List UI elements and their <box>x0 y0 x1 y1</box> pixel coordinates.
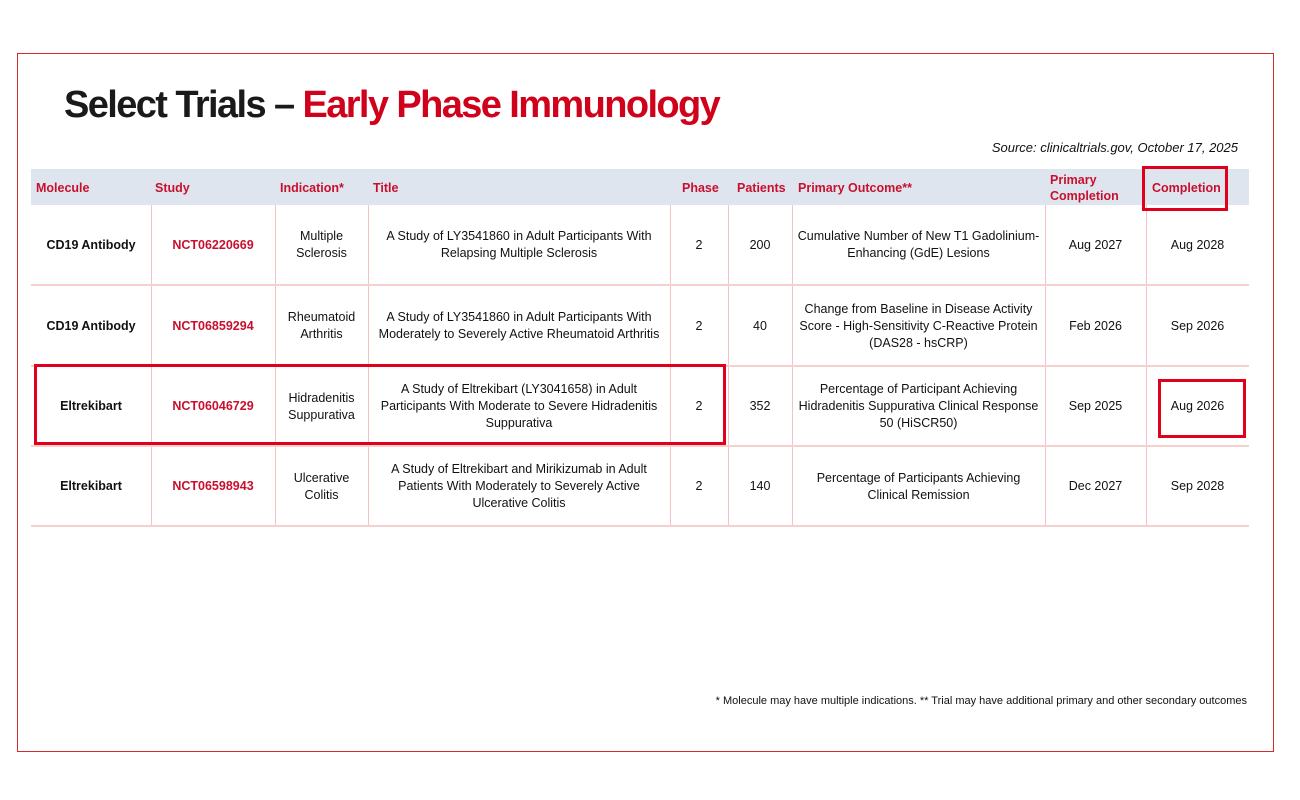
column-header-primary-outcome: Primary Outcome** <box>798 181 912 195</box>
cell-molecule: Eltrekibart <box>60 479 122 493</box>
cell-study-link[interactable]: NCT06046729 <box>172 399 254 413</box>
cell-indication: Hidradenitis Suppurativa <box>288 390 355 422</box>
cell-study-link[interactable]: NCT06859294 <box>172 318 254 333</box>
column-header-patients: Patients <box>737 181 786 195</box>
cell-study-link[interactable]: NCT06220669 <box>172 237 254 252</box>
page-title <box>64 84 719 127</box>
cell-title: A Study of LY3541860 in Adult Participants With Moderately to Severely Active Rheumatoid Arthritis <box>378 310 660 341</box>
cell-indication: Ulcerative Colitis <box>293 470 350 502</box>
cell-molecule: Eltrekibart <box>60 399 122 413</box>
column-header-primary-completion: Primary Completion <box>1050 173 1119 203</box>
column-header-phase: Phase <box>682 181 719 195</box>
completion-header-highlight-box <box>1142 166 1228 211</box>
column-header-completion: Completion <box>1152 181 1221 195</box>
column-header-molecule: Molecule <box>36 181 90 195</box>
footnote: * Molecule may have multiple indications. ** Trial may have additional primary and other secondary outcomes <box>715 695 1247 707</box>
cell-study-link[interactable]: NCT06598943 <box>172 479 254 493</box>
cell-phase: 2 <box>695 479 703 493</box>
cell-completion: Sep 2026 <box>1170 318 1225 333</box>
title-prefix: Select Trials – <box>64 84 303 126</box>
cell-indication: Rheumatoid Arthritis <box>287 310 356 341</box>
cell-primary-completion: Dec 2027 <box>1068 479 1123 493</box>
cell-completion: Aug 2026 <box>1170 399 1225 413</box>
cell-molecule: CD19 Antibody <box>46 318 136 333</box>
cell-molecule: CD19 Antibody <box>46 237 136 252</box>
cell-patients: 352 <box>749 399 771 413</box>
cell-primary-completion: Aug 2027 <box>1068 237 1123 252</box>
cell-primary-outcome: Change from Baseline in Disease Activity Score - High-Sensitivity C-Reactive Protein (DAS28 - hsCRP) <box>799 301 1038 350</box>
cell-patients: 140 <box>749 479 771 493</box>
cell-patients: 40 <box>753 318 767 333</box>
cell-indication: Multiple Sclerosis <box>296 229 347 260</box>
cell-title: A Study of Eltrekibart (LY3041658) in Adult Participants With Moderate to Severe Hidradenitis Suppurativa <box>380 382 658 430</box>
cell-primary-outcome: Percentage of Participant Achieving Hidradenitis Suppurativa Clinical Response 50 (HiSCR50) <box>798 382 1039 430</box>
cell-primary-outcome: Cumulative Number of New T1 Gadolinium-Enhancing (GdE) Lesions <box>797 229 1040 260</box>
cell-title: A Study of LY3541860 in Adult Participants With Relapsing Multiple Sclerosis <box>386 229 652 260</box>
cell-phase: 2 <box>695 237 703 252</box>
column-header-study: Study <box>155 181 190 195</box>
cell-primary-completion: Feb 2026 <box>1069 318 1122 333</box>
column-header-title: Title <box>373 181 399 195</box>
source-note: Source: clinicaltrials.gov, October 17, 2025 <box>991 140 1238 155</box>
cell-completion: Aug 2028 <box>1170 237 1225 252</box>
completion-date-highlight-box <box>1158 379 1246 438</box>
cell-patients: 200 <box>749 237 771 252</box>
eltrekibart-hs-row-highlight-box <box>34 364 726 445</box>
cell-primary-outcome: Percentage of Participants Achieving Clinical Remission <box>816 470 1021 502</box>
cell-phase: 2 <box>695 399 703 413</box>
title-highlight: Early Phase Immunology <box>302 84 720 126</box>
cell-phase: 2 <box>695 318 703 333</box>
column-header-indication: Indication* <box>280 181 344 195</box>
cell-completion: Sep 2028 <box>1170 479 1225 493</box>
cell-title: A Study of Eltrekibart and Mirikizumab in Adult Patients With Moderately to Severely Active Ulcerative Colitis <box>391 462 647 510</box>
cell-primary-completion: Sep 2025 <box>1068 399 1123 413</box>
